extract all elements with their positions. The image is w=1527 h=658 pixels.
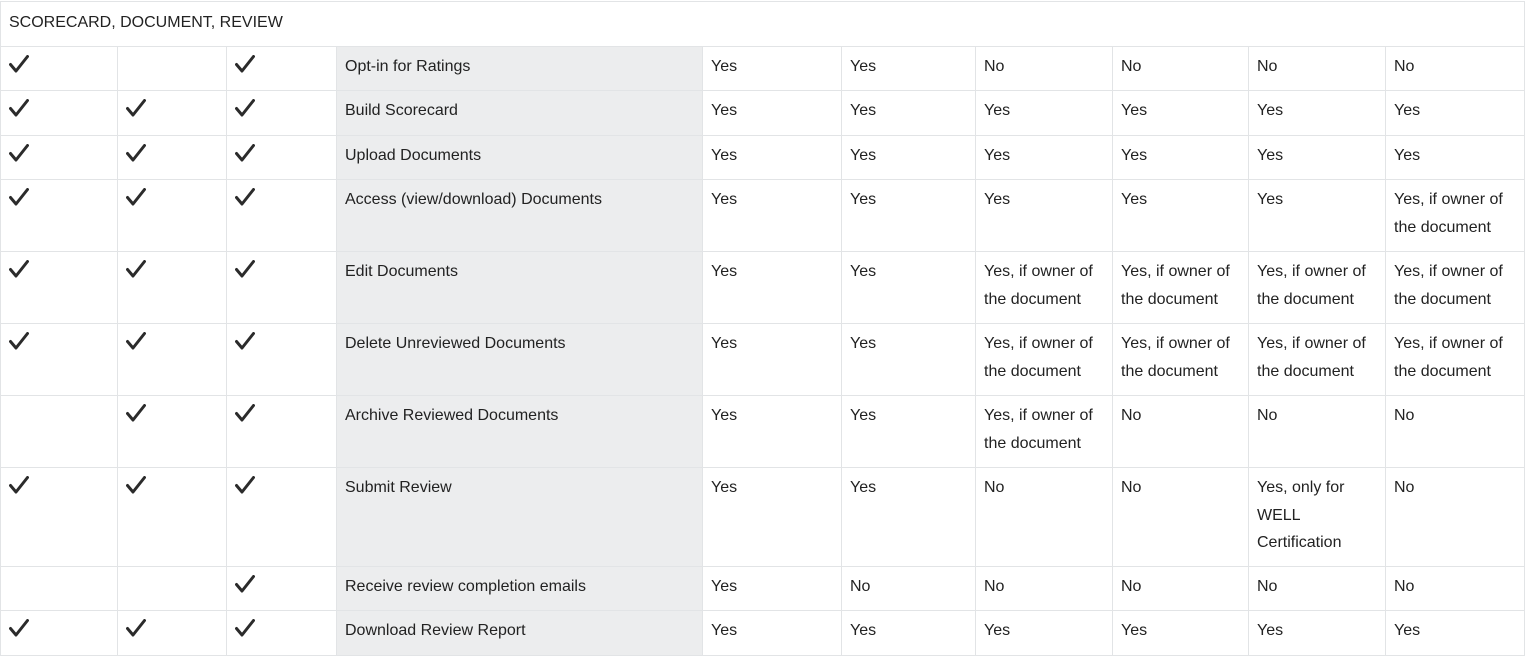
permission-value: Yes (703, 324, 842, 396)
check-cell (118, 324, 227, 396)
check-cell (227, 252, 337, 324)
check-cell (118, 47, 227, 91)
table-row (1, 468, 1525, 567)
permission-value: Yes, only for WELL Certification (1249, 468, 1386, 567)
check-cell (227, 180, 337, 252)
permission-value: Yes (976, 611, 1113, 656)
check-cell (118, 567, 227, 611)
table-row (1, 136, 1525, 180)
permission-value: No (1249, 47, 1386, 91)
feature-name: Submit Review (337, 468, 703, 567)
permission-value: Yes (842, 396, 976, 468)
permission-value: Yes (842, 611, 976, 656)
permission-value: Yes, if owner of the document (1113, 324, 1249, 396)
table-row (1, 252, 1525, 324)
permission-value: Yes (703, 180, 842, 252)
feature-name: Download Review Report (337, 611, 703, 656)
checkmark-icon (235, 476, 255, 494)
permission-value: Yes, if owner of the document (1386, 324, 1525, 396)
permission-value: Yes (842, 468, 976, 567)
check-cell (1, 47, 118, 91)
permission-value: No (1113, 47, 1249, 91)
checkmark-icon (9, 55, 29, 73)
check-cell (1, 91, 118, 136)
feature-name: Edit Documents (337, 252, 703, 324)
check-cell (118, 611, 227, 656)
check-cell (227, 47, 337, 91)
permission-value: No (1386, 396, 1525, 468)
check-cell (227, 396, 337, 468)
checkmark-icon (9, 99, 29, 117)
permission-value: Yes (976, 180, 1113, 252)
checkmark-icon (235, 619, 255, 637)
checkmark-icon (235, 99, 255, 117)
checkmark-icon (9, 619, 29, 637)
table-body (1, 2, 1525, 656)
permission-value: Yes, if owner of the document (976, 324, 1113, 396)
permission-value: No (1249, 567, 1386, 611)
table-row (1, 324, 1525, 396)
permission-value: Yes (1249, 136, 1386, 180)
feature-name: Delete Unreviewed Documents (337, 324, 703, 396)
check-cell (1, 567, 118, 611)
checkmark-icon (9, 144, 29, 162)
check-cell (1, 180, 118, 252)
permission-value: Yes (703, 396, 842, 468)
permission-value: Yes, if owner of the document (1249, 252, 1386, 324)
checkmark-icon (126, 99, 146, 117)
checkmark-icon (126, 188, 146, 206)
feature-name: Access (view/download) Documents (337, 180, 703, 252)
permission-value: Yes (1249, 611, 1386, 656)
check-cell (118, 91, 227, 136)
permission-value: No (1386, 567, 1525, 611)
check-cell (118, 180, 227, 252)
checkmark-icon (9, 188, 29, 206)
check-cell (118, 468, 227, 567)
permission-value: Yes (703, 91, 842, 136)
permission-value: Yes, if owner of the document (1386, 252, 1525, 324)
permission-value: Yes (976, 91, 1113, 136)
permission-value: Yes (842, 47, 976, 91)
section-title: SCORECARD, DOCUMENT, REVIEW (1, 2, 1525, 47)
check-cell (227, 468, 337, 567)
permission-value: Yes (1249, 180, 1386, 252)
permission-value: Yes (842, 252, 976, 324)
permission-value: Yes (1113, 180, 1249, 252)
permission-value: No (842, 567, 976, 611)
table-row (1, 567, 1525, 611)
check-cell (118, 396, 227, 468)
permission-value: No (1113, 567, 1249, 611)
permission-value: No (1386, 468, 1525, 567)
feature-name: Upload Documents (337, 136, 703, 180)
checkmark-icon (126, 144, 146, 162)
feature-name: Build Scorecard (337, 91, 703, 136)
permission-value: Yes (703, 47, 842, 91)
permission-value: Yes (703, 252, 842, 324)
checkmark-icon (235, 575, 255, 593)
table-row (1, 91, 1525, 136)
permission-value: No (1386, 47, 1525, 91)
permission-value: No (976, 567, 1113, 611)
permission-value: Yes (1113, 136, 1249, 180)
check-cell (1, 611, 118, 656)
checkmark-icon (126, 619, 146, 637)
check-cell (1, 468, 118, 567)
checkmark-icon (235, 144, 255, 162)
permission-value: Yes, if owner of the document (976, 252, 1113, 324)
permission-value: Yes, if owner of the document (1386, 180, 1525, 252)
permission-value: Yes (1249, 91, 1386, 136)
check-cell (1, 324, 118, 396)
permission-value: Yes (1386, 136, 1525, 180)
permission-value: No (976, 47, 1113, 91)
table-row (1, 611, 1525, 656)
checkmark-icon (126, 332, 146, 350)
permission-value: Yes (1386, 91, 1525, 136)
check-cell (118, 136, 227, 180)
permission-value: Yes (1113, 611, 1249, 656)
permissions-table (0, 1, 1525, 656)
permission-value: Yes (842, 324, 976, 396)
permission-value: Yes (842, 91, 976, 136)
check-cell (227, 611, 337, 656)
permission-value: Yes (703, 611, 842, 656)
permission-value: No (976, 468, 1113, 567)
section-header-row (1, 2, 1525, 47)
checkmark-icon (126, 404, 146, 422)
permission-value: Yes (842, 136, 976, 180)
permission-value: Yes, if owner of the document (1249, 324, 1386, 396)
feature-name: Archive Reviewed Documents (337, 396, 703, 468)
checkmark-icon (235, 188, 255, 206)
permission-value: No (1249, 396, 1386, 468)
checkmark-icon (9, 332, 29, 350)
feature-name: Receive review completion emails (337, 567, 703, 611)
permission-value: Yes (976, 136, 1113, 180)
check-cell (227, 567, 337, 611)
feature-name: Opt-in for Ratings (337, 47, 703, 91)
checkmark-icon (126, 260, 146, 278)
table-row (1, 396, 1525, 468)
permission-value: Yes (703, 136, 842, 180)
permission-value: No (1113, 396, 1249, 468)
permission-value: Yes (703, 567, 842, 611)
check-cell (227, 91, 337, 136)
check-cell (1, 396, 118, 468)
permission-value: Yes, if owner of the document (976, 396, 1113, 468)
checkmark-icon (235, 404, 255, 422)
permission-value: Yes (842, 180, 976, 252)
checkmark-icon (235, 260, 255, 278)
checkmark-icon (235, 332, 255, 350)
permission-value: Yes (703, 468, 842, 567)
checkmark-icon (235, 55, 255, 73)
check-cell (1, 136, 118, 180)
checkmark-icon (9, 476, 29, 494)
check-cell (227, 324, 337, 396)
checkmark-icon (9, 260, 29, 278)
check-cell (227, 136, 337, 180)
permission-value: Yes (1386, 611, 1525, 656)
table-row (1, 47, 1525, 91)
permission-value: No (1113, 468, 1249, 567)
checkmark-icon (126, 476, 146, 494)
check-cell (1, 252, 118, 324)
permission-value: Yes (1113, 91, 1249, 136)
check-cell (118, 252, 227, 324)
table-row (1, 180, 1525, 252)
permission-value: Yes, if owner of the document (1113, 252, 1249, 324)
